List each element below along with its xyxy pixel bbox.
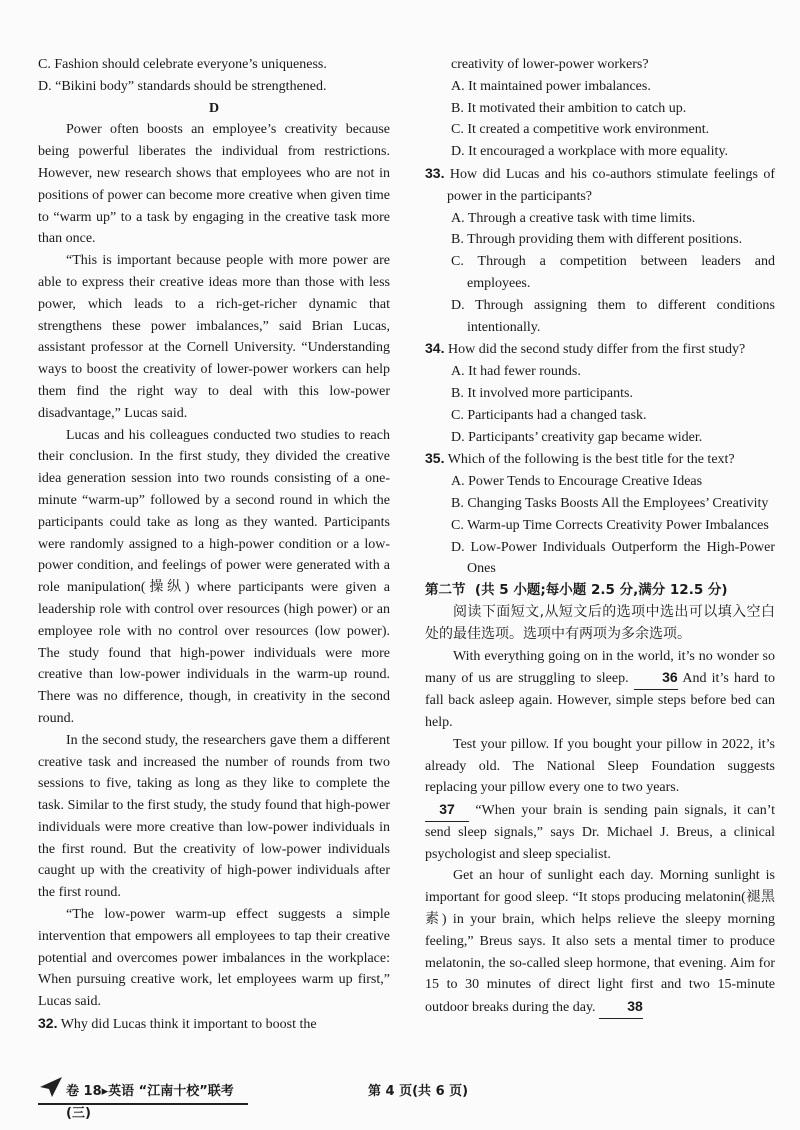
page-number: 第 4 页(共 6 页) (368, 1084, 469, 1099)
option: A. It had fewer rounds. (451, 364, 581, 380)
question-35 (425, 448, 775, 471)
option: B. It involved more participants. (451, 385, 633, 401)
option: C. Fashion should celebrate everyone’s uniqueness. (38, 57, 327, 72)
section-info: (共 5 小题;每小题 2.5 分,满分 12.5 分) (474, 582, 728, 599)
question-number: 35. (425, 450, 445, 467)
question-text: Which of the following is the best title for the text? (447, 452, 735, 468)
section-instructions: 阅读下面短文,从短文后的选项中选出可以填入空白处的最佳选项。选项中有两项为多余选项。 (425, 603, 775, 642)
option: D. Through assigning them to different conditions intentionally. (451, 297, 775, 335)
paragraph: In the second study, the researchers gave them a different creative task and increased the number of rounds from two sessions to five, taking as long as they like to complete the task. Similar to the first study, the study found that high-power individuals were more creative than low-power individuals in the first round. But the creativity of low-power individuals caught up with the creativity of high-power individuals after the first round. (38, 732, 390, 901)
option: B. It motivated their ambition to catch up. (451, 100, 687, 116)
question-34 (425, 338, 775, 361)
question-32 (38, 1013, 390, 1036)
question-text: creativity of lower-power workers? (451, 57, 649, 72)
question-number: 32. (38, 1015, 58, 1032)
option: B. Changing Tasks Boosts All the Employees’ Creativity (451, 495, 769, 511)
blank-38: 38 (599, 996, 643, 1019)
paragraph (425, 799, 775, 865)
passage-letter: D (208, 100, 220, 116)
option: D. Participants’ creativity gap became wider. (451, 429, 703, 445)
option: A. Through a creative task with time limits. (451, 210, 696, 226)
logo-text: 卷 18▸英语 “江南十校”联考(三) (66, 1084, 234, 1121)
option: C. Through a competition between leaders and employees. (451, 254, 775, 291)
question-number: 33. (425, 164, 445, 181)
left-column (38, 54, 390, 1036)
text: With everything going on in the world, it’s no wonder so many of us are struggling to sleep. (425, 648, 775, 687)
right-column (425, 54, 775, 1019)
blank-37: 37 (425, 799, 469, 822)
paper-plane-icon (38, 1075, 64, 1101)
section-heading (425, 580, 775, 602)
question-text: Why did Lucas think it important to boost the (60, 1017, 317, 1033)
exam-logo (38, 1075, 248, 1121)
paragraph: Power often boosts an employee’s creativity because being powerful liberates the individual from restrictions. However, new research shows that employees who are not in positions of power can become more creative when given time to “warm up” to a task by engaging in the creative task more than once. (38, 122, 390, 247)
option: C. Warm-up Time Corrects Creativity Power Imbalances (451, 517, 769, 533)
section-title: 第二节 (425, 582, 466, 599)
blank-36: 36 (634, 667, 678, 690)
footer (38, 1075, 778, 1121)
option: D. Low-Power Individuals Outperform the High-Power Ones (451, 539, 775, 577)
option: D. “Bikini body” standards should be strengthened. (38, 78, 327, 94)
option: C. Participants had a changed task. (451, 407, 647, 423)
option: D. It encouraged a workplace with more equality. (451, 144, 729, 160)
text: “When your brain is sending pain signals, it can’t send sleep signals,” says Dr. Michael J. Breus, a clinical psychologist and sleep specialist. (425, 803, 775, 862)
question-text: How did Lucas and his co-authors stimulate feelings of power in the participants? (447, 166, 776, 204)
text: Get an hour of sunlight each day. Morning sunlight is important for good sleep. “It stops producing melatonin(褪黑素) in your brain, which helps relieve the sleepy morning feeling,” Breus says. It also sets a mental timer to produce melatonin, the so-called sleep hormone, that evening. Aim for 15 to 30 minutes of direct light first and two 15-minute outdoor breaks during the day. (425, 868, 775, 1016)
text: And it’s hard to fall back asleep again. However, simple steps before bed can help. (425, 671, 776, 730)
question-text: How did the second study differ from the first study? (447, 342, 746, 358)
paragraph: Test your pillow. If you bought your pillow in 2022, it’s already old. The National Sleep Foundation suggests replacing your pillow every one to two years. (425, 736, 775, 796)
paragraph (425, 646, 775, 734)
option: C. It created a competitive work environment. (451, 122, 710, 138)
paragraph (425, 865, 775, 1019)
paragraph: “The low-power warm-up effect suggests a simple intervention that empowers all employees to tap their creative potential and overcomes power imbalances in the workplace: When pursuing creative work, let employees warm up first,” Lucas said. (38, 907, 390, 1010)
question-33 (425, 163, 775, 208)
question-number: 34. (425, 340, 445, 357)
option: B. Through providing them with different positions. (451, 232, 743, 248)
option: A. Power Tends to Encourage Creative Ideas (451, 474, 703, 490)
paragraph: Lucas and his colleagues conducted two studies to reach their conclusion. In the first study, they divided the creative idea generation session into two rounds consisting of a one-minute “warm-up” followed by a second round in which the participants could take as long as they wanted. Participants were randomly assigned to a high-power condition or a low-power condition, and feelings of power were generated with a role manipulation(操纵) where participants were given a leadership role with control over resources (high power) or an employee role with no control over resources (low power). The study found that high-power individuals were more creative than low-power individuals in the warm-up round. There was no difference, though, in creativity in the second round. (38, 427, 390, 726)
paragraph: “This is important because people with more power are able to express their creative ideas more than those with less power, which leads to a rich-get-richer dynamic that strengthens these power imbalances,” said Brian Lucas, assistant professor at the Cornell University. “Understanding ways to boost the creativity of lower-power workers can help them find the right way to deal with this low-power disadvantage,” Lucas said. (38, 253, 390, 421)
option: A. It maintained power imbalances. (451, 78, 651, 94)
